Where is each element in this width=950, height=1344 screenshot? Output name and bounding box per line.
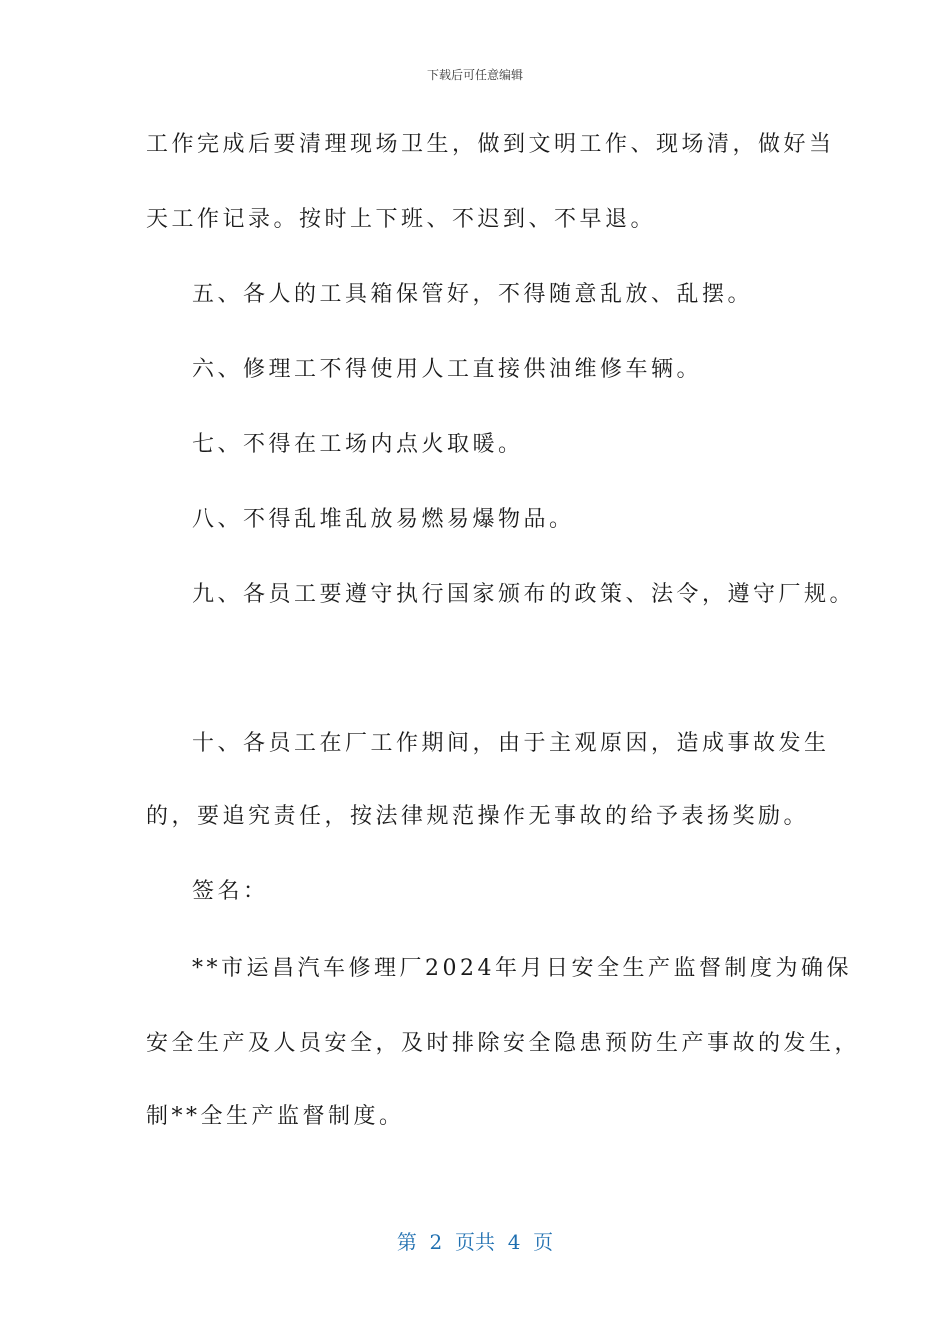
paragraph-line: 六、修理工不得使用人工直接供油维修车辆。 xyxy=(192,357,703,382)
paragraph-line: 的，要追究责任，按法律规范操作无事故的给予表扬奖励。 xyxy=(146,804,810,829)
page-number: 第 2 页共 4 页 xyxy=(396,1230,554,1254)
paragraph-line: **市运昌汽车修理厂2024年月日安全生产监督制度为确保 xyxy=(192,956,852,981)
page-header: 下载后可任意编辑 xyxy=(426,68,523,82)
paragraph-line: 十、各员工在厂工作期间，由于主观原因，造成事故发生 xyxy=(192,731,830,756)
paragraph-line: 七、不得在工场内点火取暖。 xyxy=(192,432,524,457)
paragraph-line: 九、各员工要遵守执行国家颁布的政策、法令，遵守厂规。 xyxy=(192,582,856,607)
paragraph-line: 制**全生产监督制度。 xyxy=(146,1104,405,1129)
paragraph-line: 八、不得乱堆乱放易燃易爆物品。 xyxy=(192,507,575,532)
paragraph-line: 工作完成后要清理现场卫生，做到文明工作、现场清，做好当 xyxy=(146,132,835,157)
paragraph-line: 安全生产及人员安全，及时排除安全隐患预防生产事故的发生， xyxy=(146,1031,861,1056)
paragraph-line: 五、各人的工具箱保管好，不得随意乱放、乱摆。 xyxy=(192,282,754,307)
paragraph-line: 天工作记录。按时上下班、不迟到、不早退。 xyxy=(146,207,657,232)
signature-label: 签名： xyxy=(192,879,269,904)
